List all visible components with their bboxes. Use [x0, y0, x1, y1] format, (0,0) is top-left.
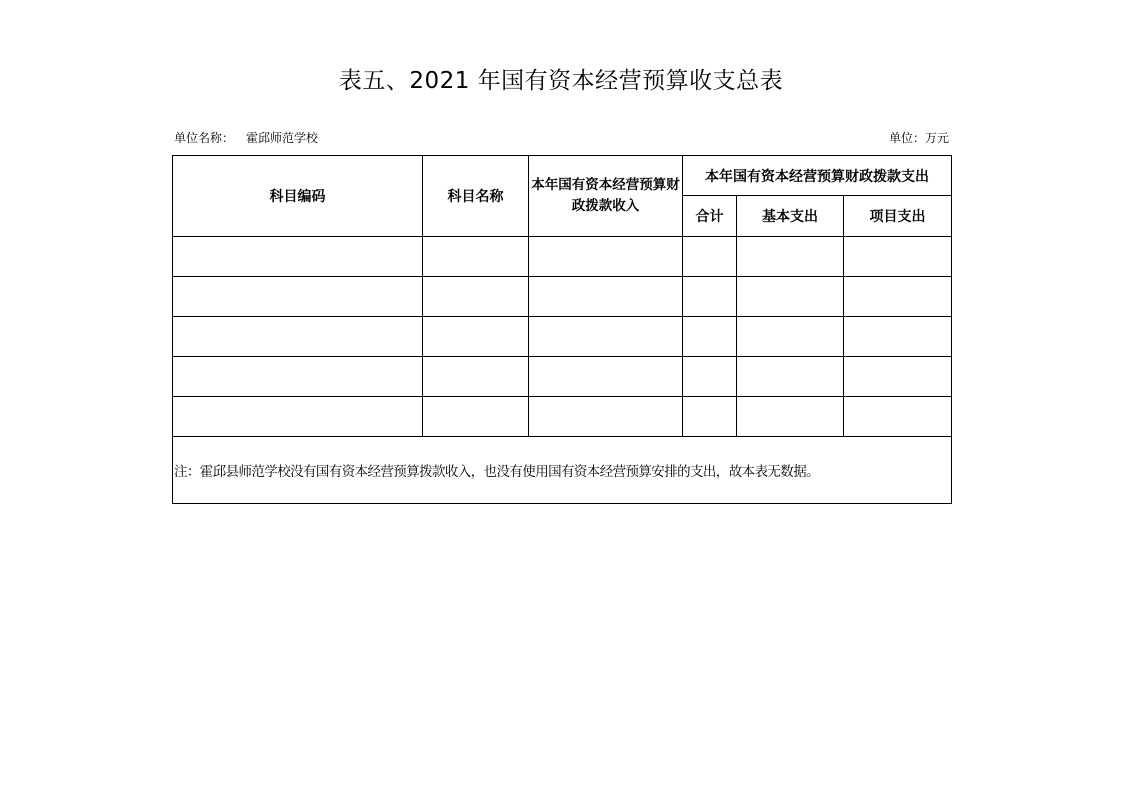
table-cell — [173, 237, 423, 277]
table-cell — [529, 397, 683, 437]
table-cell — [173, 277, 423, 317]
table-cell — [737, 357, 844, 397]
table-cell — [737, 397, 844, 437]
table-row — [173, 397, 952, 437]
table-cell — [529, 237, 683, 277]
table-cell — [173, 397, 423, 437]
table-row — [173, 357, 952, 397]
table-note: 注：霍邱县师范学校没有国有资本经营预算拨款收入，也没有使用国有资本经营预算安排的支出，故本表无数据。 — [173, 437, 952, 504]
header-subject-name: 科目名称 — [423, 156, 529, 237]
table-cell — [423, 237, 529, 277]
table-row — [173, 317, 952, 357]
header-expense-group: 本年国有资本经营预算财政拨款支出 — [683, 156, 952, 196]
header-income: 本年国有资本经营预算财政拨款收入 — [529, 156, 683, 237]
table-cell — [683, 277, 737, 317]
unit-name-value: 霍邱师范学校 — [246, 131, 319, 145]
table-cell — [844, 237, 952, 277]
table-cell — [173, 357, 423, 397]
table-cell — [529, 277, 683, 317]
table-cell — [423, 397, 529, 437]
table-cell — [844, 397, 952, 437]
table-cell — [683, 317, 737, 357]
table-cell — [173, 317, 423, 357]
budget-table — [172, 155, 952, 504]
table-cell — [844, 317, 952, 357]
currency-unit-label: 单位：万元 — [888, 131, 949, 145]
table-cell — [529, 357, 683, 397]
table-cell — [423, 357, 529, 397]
table-cell — [683, 237, 737, 277]
header-project-expense: 项目支出 — [844, 196, 952, 237]
table-row — [173, 237, 952, 277]
unit-name-line — [174, 129, 318, 146]
table-row — [173, 277, 952, 317]
header-total: 合计 — [683, 196, 737, 237]
table-cell — [844, 277, 952, 317]
table-cell — [683, 357, 737, 397]
table-note-row — [173, 437, 952, 504]
table-cell — [737, 277, 844, 317]
page-title: 表五、2021 年国有资本经营预算收支总表 — [338, 68, 784, 94]
table-cell — [737, 317, 844, 357]
table-header-row — [173, 156, 952, 196]
unit-name-label: 单位名称： — [174, 131, 235, 145]
table-cell — [683, 397, 737, 437]
header-subject-code: 科目编码 — [173, 156, 423, 237]
header-basic-expense: 基本支出 — [737, 196, 844, 237]
table-cell — [529, 317, 683, 357]
table-cell — [423, 277, 529, 317]
table-cell — [737, 237, 844, 277]
table-cell — [844, 357, 952, 397]
table-cell — [423, 317, 529, 357]
